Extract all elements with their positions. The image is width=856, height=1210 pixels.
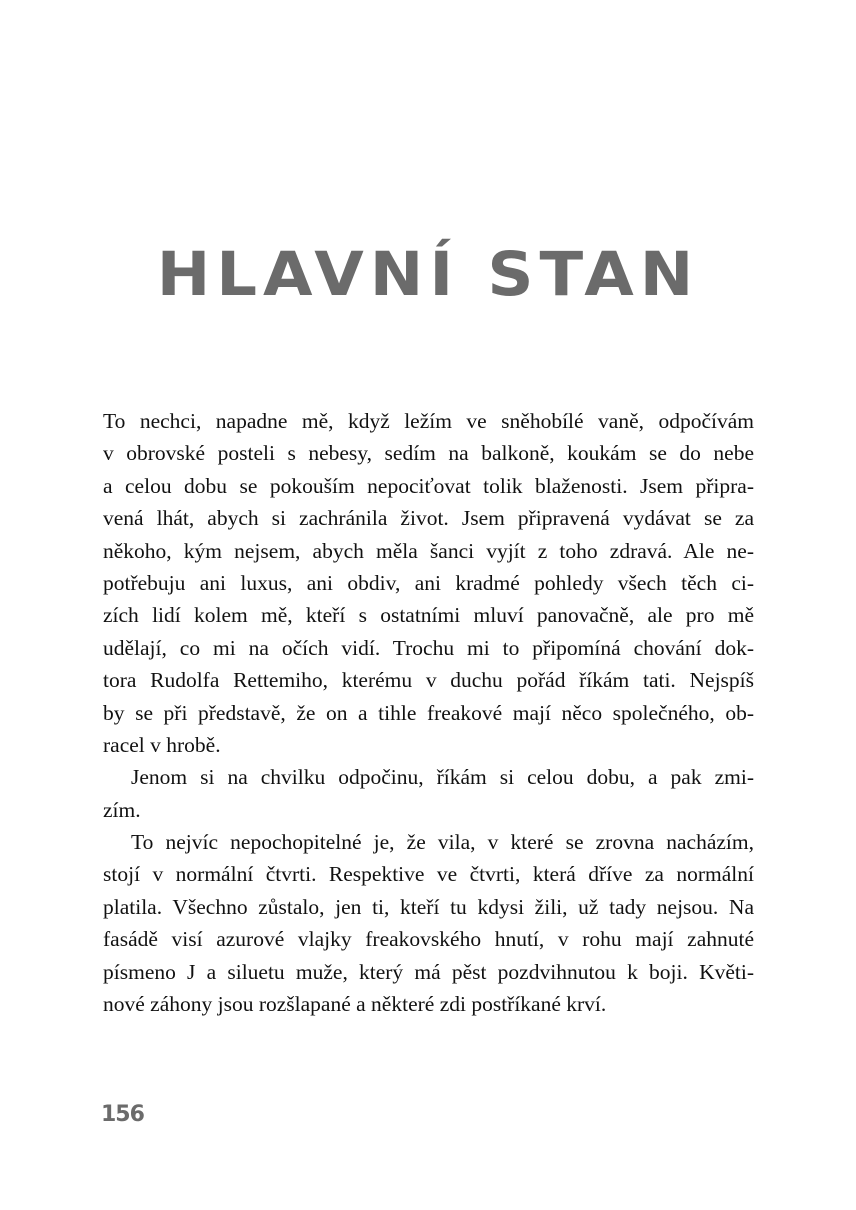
text-line: a celou dobu se pokouším nepociťovat tolik blaženosti. Jsem připra- xyxy=(103,473,754,498)
text-line: zích lidí kolem mě, kteří s ostatními mluví panovačně, ale pro mě xyxy=(103,603,754,628)
text-line: tora Rudolfa Rettemiho, kterému v duchu pořád říkám tati. Nejspíš xyxy=(103,668,754,693)
text-line: někoho, kým nejsem, abych měla šanci vyjít z toho zdravá. Ale ne- xyxy=(103,538,754,563)
text-line: vená lhát, abych si zachránila život. Jsem připravená vydávat se za xyxy=(103,506,754,531)
text-line: by se při představě, že on a tihle freakové mají něco společného, ob- xyxy=(103,700,754,725)
text-line: To nejvíc nepochopitelné je, že vila, v které se zrovna nacházím, xyxy=(131,830,754,855)
text-line: racel v hrobě. xyxy=(103,732,221,757)
text-line: potřebuju ani luxus, ani obdiv, ani kradmé pohledy všech těch ci- xyxy=(103,570,754,595)
text-line: stojí v normální čtvrti. Respektive ve čtvrti, která dříve za normální xyxy=(103,862,754,887)
page-number: 156 xyxy=(101,1102,144,1127)
text-line: Jenom si na chvilku odpočinu, říkám si celou dobu, a pak zmi- xyxy=(131,765,754,790)
text-line: v obrovské posteli s nebesy, sedím na balkoně, koukám se do nebe xyxy=(103,441,754,466)
text-line: písmeno J a siluetu muže, který má pěst pozdvihnutou k boji. Květi- xyxy=(103,959,754,984)
text-line: fasádě visí azurové vlajky freakovského hnutí, v rohu mají zahnuté xyxy=(103,927,754,952)
text-line: platila. Všechno zůstalo, jen ti, kteří tu kdysi žili, už tady nejsou. Na xyxy=(103,894,754,919)
text-line: To nechci, napadne mě, když ležím ve sněhobílé vaně, odpočívám xyxy=(103,409,754,433)
chapter-title: HLAVNÍ STAN xyxy=(156,239,700,311)
text-line: udělají, co mi na očích vidí. Trochu mi to připomíná chování dok- xyxy=(103,635,754,660)
text-line: nové záhony jsou rozšlapané a některé zdi postříkané krví. xyxy=(103,992,607,1017)
text-line: zím. xyxy=(103,797,141,822)
body-text xyxy=(103,405,754,1020)
